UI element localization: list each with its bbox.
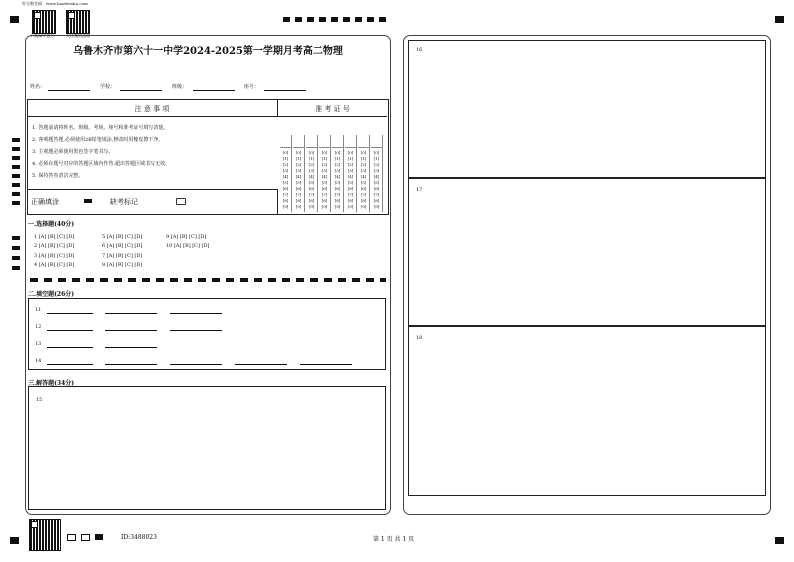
admission-bubble[interactable]: [2] [321,162,328,167]
admission-heading: 准 考 证 号 [315,105,350,113]
admission-bubble[interactable]: [5] [282,180,289,185]
admission-bubble[interactable]: [5] [347,180,354,185]
fill-blank-box [28,298,386,370]
note-item-2: 2. 客观题答题,必须使用2B铅笔填涂,修改时用橡皮擦干净。 [32,137,164,143]
admission-bubble[interactable]: [4] [373,174,380,179]
admission-bubble[interactable]: [4] [334,174,341,179]
blank-14-d[interactable] [235,364,287,365]
choice-q6: 6 [A] [B] [C] [D] [102,243,143,250]
admission-bubble[interactable]: [4] [321,174,328,179]
admission-digit-entry[interactable] [371,135,382,148]
admission-bubble[interactable]: [4] [360,174,367,179]
admission-bubble[interactable]: [5] [334,180,341,185]
answer-box-15[interactable] [28,386,386,510]
admission-bubble[interactable]: [1] [321,156,328,161]
admission-column[interactable] [332,135,344,212]
admission-bubble[interactable]: [4] [347,174,354,179]
question-17-label: 17 [416,187,423,193]
admission-bubble[interactable]: [2] [295,162,302,167]
admission-bubble[interactable]: [4] [282,174,289,179]
admission-bubble[interactable]: [8] [347,198,354,203]
admission-bubble[interactable]: [7] [334,192,341,197]
note-item-5: 5. 保持答卷清洁完整。 [32,173,84,179]
admission-bubble[interactable]: [6] [308,186,315,191]
admission-bubble[interactable]: [8] [308,198,315,203]
admission-bubble[interactable]: [6] [347,186,354,191]
class-field[interactable]: 班级： [172,84,188,90]
choice-q10: 10 [A] [B] [C] [D] [166,243,210,250]
admission-bubble[interactable]: [9] [321,204,328,209]
section-separator [30,278,386,282]
admission-bubble[interactable]: [6] [360,186,367,191]
admission-bubble[interactable]: [0] [321,150,328,155]
admission-bubble[interactable]: [7] [295,192,302,197]
choice-col-2[interactable] [102,233,142,271]
admission-bubble[interactable]: [9] [347,204,354,209]
admission-column[interactable] [306,135,318,212]
qr-right-caption: 关注微信通知 [66,33,90,38]
admission-bubble[interactable]: [4] [308,174,315,179]
choice-q2: 2 [A] [B] [C] [D] [34,243,75,250]
section2-heading: 二.填空题(26分) [28,291,75,298]
wechat-qr-code [66,10,90,34]
admission-bubble[interactable]: [2] [282,162,289,167]
choice-q9: 9 [A] [B] [C] [D] [166,234,207,240]
question-18-label: 18 [416,335,423,341]
school-field[interactable]: 学校： [100,84,116,90]
admission-bubble[interactable]: [8] [334,198,341,203]
notes-heading: 注 意 事 项 [134,105,170,113]
corner-marker-tl [10,16,19,23]
answer-box-16[interactable] [408,40,766,178]
admission-bubble[interactable]: [4] [295,174,302,179]
admission-bubble[interactable]: [3] [295,168,302,173]
admission-column[interactable] [358,135,370,212]
choice-col-1[interactable] [34,233,74,271]
choice-q3: 3 [A] [B] [C] [D] [34,252,75,259]
blank-14-b[interactable] [105,364,157,365]
footer-box-filled [95,534,103,540]
admission-digit-entry[interactable] [280,135,291,148]
note-item-4: 4. 必须在题号对应的答题区域内作答,超出答题区域书写无效。 [32,161,170,167]
blank-12-b[interactable] [105,330,157,331]
question-15-label: 15 [36,397,43,403]
footer-box-1 [67,534,76,541]
admission-bubble-grid[interactable] [280,135,386,212]
admission-bubble[interactable]: [0] [347,150,354,155]
blank-12-a[interactable] [47,330,93,331]
admission-bubble[interactable]: [3] [334,168,341,173]
admission-bubble[interactable]: [1] [373,156,380,161]
section1-heading: 一.选择题(40分) [28,221,75,228]
admission-bubble[interactable]: [7] [347,192,354,197]
admission-digit-entry[interactable] [306,135,317,148]
admission-bubble[interactable]: [6] [295,186,302,191]
blank-13-a[interactable] [47,347,93,348]
admission-bubble[interactable]: [2] [373,162,380,167]
blank-row-12: 12 [35,324,42,330]
admission-bubble[interactable]: [1] [282,156,289,161]
admission-bubble[interactable]: [1] [347,156,354,161]
answer-box-17[interactable] [408,178,766,326]
absent-label: 缺考标记 [110,198,138,206]
sheet-id: ID:3488023 [121,534,157,541]
admission-bubble[interactable]: [2] [347,162,354,167]
admission-bubble[interactable]: [6] [334,186,341,191]
choice-q5: 5 [A] [B] [C] [D] [102,234,143,240]
name-underline [48,90,90,91]
admission-bubble[interactable]: [7] [282,192,289,197]
blank-row-11: 11 [35,307,42,313]
admission-bubble[interactable]: [9] [282,204,289,209]
exam-title: 乌鲁木齐市第六十一中学2024-2025第一学期月考高二物理 [73,46,343,57]
choice-q4: 4 [A] [B] [C] [D] [34,262,75,269]
class-underline [193,90,235,91]
admission-bubble[interactable]: [0] [334,150,341,155]
admission-bubble[interactable]: [6] [282,186,289,191]
admission-bubble[interactable]: [2] [308,162,315,167]
admission-column[interactable] [371,135,383,212]
admission-bubble[interactable]: [7] [373,192,380,197]
admission-column[interactable] [293,135,305,212]
admission-bubble[interactable]: [3] [308,168,315,173]
admission-bubble[interactable]: [5] [321,180,328,185]
blank-14-a[interactable] [47,364,93,365]
qr-left-caption: 下载APP查分 [30,33,55,38]
admission-bubble[interactable]: [3] [321,168,328,173]
blank-12-c[interactable] [170,330,222,331]
seat-field[interactable]: 座号： [244,84,260,90]
answer-box-18[interactable] [408,326,766,496]
page-number: 第 1 页 共 1 页 [373,536,415,543]
correct-fill-label: 正确填涂 [31,198,59,206]
footer-qr-code [29,519,61,551]
corner-marker-br [775,537,784,544]
blank-14-e[interactable] [300,364,352,365]
admission-bubble[interactable]: [3] [360,168,367,173]
admission-bubble[interactable]: [8] [373,198,380,203]
note-item-1: 1. 答题前请将姓名、班级、考场、座号和准考证号填写清楚。 [32,125,169,131]
admission-bubble[interactable]: [0] [295,150,302,155]
admission-bubble[interactable]: [3] [282,168,289,173]
admission-bubble[interactable]: [9] [295,204,302,209]
admission-bubble[interactable]: [8] [295,198,302,203]
admission-bubble[interactable]: [2] [334,162,341,167]
blank-13-b[interactable] [105,347,157,348]
absent-checkbox[interactable] [176,198,186,205]
blank-row-13: 13 [35,341,42,347]
note-item-3: 3. 主观题必须使用黑色签字笔书写。 [32,149,114,155]
choice-q1: 1 [A] [B] [C] [D] [34,234,75,240]
fill-legend-cell [27,189,278,214]
admission-bubble[interactable]: [7] [360,192,367,197]
corner-marker-bl [10,537,19,544]
admission-bubble[interactable]: [2] [360,162,367,167]
correct-fill-sample [84,199,92,203]
admission-column[interactable] [319,135,331,212]
blank-row-14: 14 [35,358,42,364]
admission-bubble[interactable]: [5] [295,180,302,185]
site-url-text: 好分数官网：www.haofenshu.com [22,1,88,6]
blank-11-c[interactable] [170,313,222,314]
admission-bubble[interactable]: [3] [347,168,354,173]
admission-column[interactable] [280,135,292,212]
admission-digit-entry[interactable] [332,135,343,148]
admission-bubble[interactable]: [8] [360,198,367,203]
admission-bubble[interactable]: [0] [373,150,380,155]
corner-marker-tr [775,16,784,23]
admission-bubble[interactable]: [0] [360,150,367,155]
name-field[interactable]: 姓名： [30,84,46,90]
section3-heading: 三.解答题(34分) [28,380,75,387]
question-16-label: 16 [416,47,423,53]
admission-bubble[interactable]: [5] [360,180,367,185]
admission-bubble[interactable]: [1] [308,156,315,161]
admission-bubble[interactable]: [7] [321,192,328,197]
footer-box-2 [81,534,90,541]
admission-column[interactable] [345,135,357,212]
admission-bubble[interactable]: [7] [308,192,315,197]
choice-q8: 8 [A] [B] [C] [D] [102,262,143,269]
admission-bubble[interactable]: [0] [282,150,289,155]
admission-digit-entry[interactable] [345,135,356,148]
app-qr-code [32,10,56,34]
admission-bubble[interactable]: [6] [321,186,328,191]
admission-bubble[interactable]: [1] [334,156,341,161]
blank-11-b[interactable] [105,313,157,314]
blank-11-a[interactable] [47,313,93,314]
admission-bubble[interactable]: [5] [373,180,380,185]
admission-bubble[interactable]: [1] [360,156,367,161]
school-underline [120,90,162,91]
admission-bubble[interactable]: [1] [295,156,302,161]
admission-bubble[interactable]: [6] [373,186,380,191]
blank-14-c[interactable] [170,364,222,365]
choice-col-3[interactable] [166,233,209,252]
admission-bubble[interactable]: [9] [308,204,315,209]
admission-bubble[interactable]: [9] [373,204,380,209]
admission-digit-entry[interactable] [293,135,304,148]
seat-underline [264,90,306,91]
admission-bubble[interactable]: [3] [373,168,380,173]
admission-bubble[interactable]: [0] [308,150,315,155]
admission-digit-entry[interactable] [358,135,369,148]
admission-bubble[interactable]: [9] [334,204,341,209]
admission-bubble[interactable]: [8] [282,198,289,203]
admission-bubble[interactable]: [9] [360,204,367,209]
admission-digit-entry[interactable] [319,135,330,148]
admission-bubble[interactable]: [5] [308,180,315,185]
admission-bubble[interactable]: [8] [321,198,328,203]
choice-q7: 7 [A] [B] [C] [D] [102,252,143,259]
